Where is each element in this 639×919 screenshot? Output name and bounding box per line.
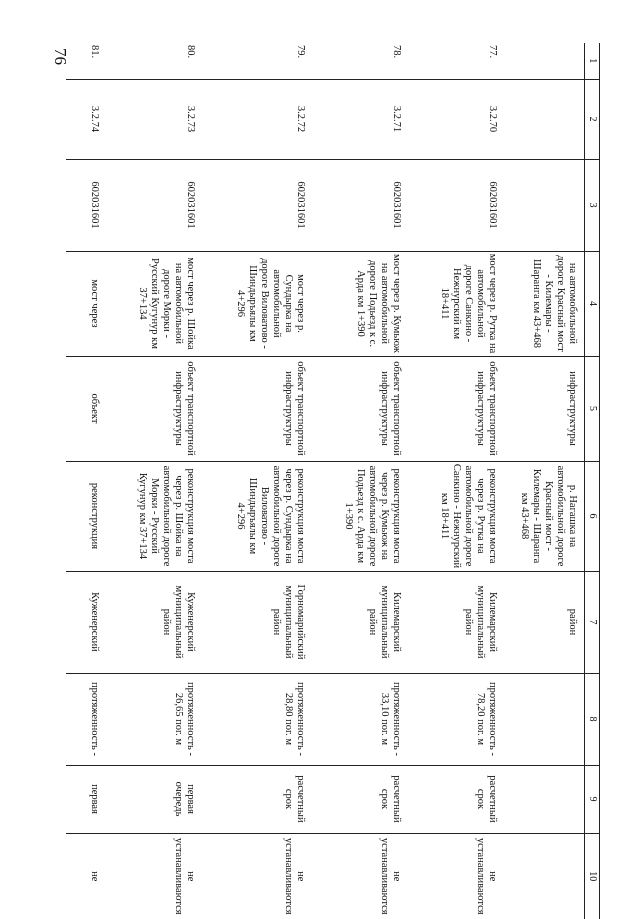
measure-cell: реконструкция моста через р. Сундырка на автомобильной дороге Виловатово - Шиндыръялы км 4+296	[203, 461, 313, 571]
header-cell: 8	[585, 673, 600, 765]
section-code-cell: 3.2.71	[313, 79, 409, 159]
table-row	[67, 43, 107, 919]
term-cell: расчетный срок	[203, 765, 313, 833]
section-code-cell: 3.2.74	[67, 79, 107, 159]
header-cell: 7	[585, 571, 600, 673]
row-number-cell: 81.	[89, 45, 101, 59]
object-type-cell: инфраструктуры	[505, 356, 585, 461]
term-cell: первая	[67, 765, 107, 833]
term-cell: первая очередь	[107, 765, 203, 833]
zones-cell: не устанавливаются	[409, 833, 505, 919]
table-row	[107, 43, 203, 919]
characteristics-cell	[505, 673, 585, 765]
row-number-cell: 78.	[391, 45, 403, 59]
measure-cell: р. Нагашка на автомобильной дороге Красный мост - Килемары - Шаранга км 43+468	[505, 461, 585, 571]
oktmo-code-cell: 602031601	[107, 159, 203, 251]
zones-cell	[505, 833, 585, 919]
table-row	[409, 43, 505, 919]
location-cell: Килемарский муниципальный район	[409, 571, 505, 673]
header-cell: 9	[585, 765, 600, 833]
section-code-cell: 3.2.72	[203, 79, 313, 159]
header-cell: 10	[585, 833, 600, 919]
object-name-cell: мост через р. Сундырка на автомобильной дороге Виловатово - Шиндыръялы км 4+296	[203, 251, 313, 356]
zones-cell: не устанавливаются	[107, 833, 203, 919]
oktmo-code-cell: 602031601	[313, 159, 409, 251]
measure-cell: реконструкция моста через р. Рутка на автомобильной дороге Санкино - Нежнурский км 18+411	[409, 461, 505, 571]
measure-cell: реконструкция моста через р. Шойка на автомобильной дороге Морки - Русский Кугунур км 37+134	[107, 461, 203, 571]
header-cell: 2	[585, 79, 600, 159]
header-cell: 1	[585, 43, 600, 79]
page-number: 76	[51, 48, 70, 65]
characteristics-cell: протяженность - 33,10 пог. м	[313, 673, 409, 765]
term-cell: расчетный срок	[313, 765, 409, 833]
oktmo-code-cell: 602031601	[203, 159, 313, 251]
location-cell: Килемарский муниципальный район	[313, 571, 409, 673]
term-cell	[505, 765, 585, 833]
object-type-cell: объект транспортной инфраструктуры	[409, 356, 505, 461]
oktmo-code-cell	[505, 159, 585, 251]
zones-cell: не	[67, 833, 107, 919]
object-type-cell: объект транспортной инфраструктуры	[203, 356, 313, 461]
location-cell: район	[505, 571, 585, 673]
header-cell: 6	[585, 461, 600, 571]
characteristics-cell: протяженность - 28,80 пог. м	[203, 673, 313, 765]
location-cell: Горномарийский муниципальный район	[203, 571, 313, 673]
location-cell: Куженерский муниципальный район	[107, 571, 203, 673]
object-type-cell: объект транспортной инфраструктуры	[107, 356, 203, 461]
object-name-cell: мост через р. Рутка на автомобильной дороге Санкино - Нежнурский км 18+411	[409, 251, 505, 356]
object-name-cell: мост через р. Шойка на автомобильной дороге Морки - Русский Кугунур км 37+134	[107, 251, 203, 356]
section-code-cell: 3.2.73	[107, 79, 203, 159]
section-code-cell	[505, 79, 585, 159]
measure-cell: реконструкция моста через р. Кумьюж на автомобильной дороге Подьезд к с. Арда км 1+390	[313, 461, 409, 571]
characteristics-cell: протяженность -	[67, 673, 107, 765]
table-row	[505, 43, 585, 919]
object-name-cell: на автомобильной дороге Красный мост - Килемары - Шаранга км 43+468	[505, 251, 585, 356]
oktmo-code-cell: 602031601	[409, 159, 505, 251]
table-row	[313, 43, 409, 919]
characteristics-cell: протяженность - 26,65 пог. м	[107, 673, 203, 765]
zones-cell: не устанавливаются	[313, 833, 409, 919]
row-number-cell: 77.	[487, 45, 499, 59]
rotated-table-container	[89, 43, 600, 915]
row-number-cell: 79.	[295, 45, 307, 59]
object-name-cell: мост через р. Кумьюж на автомобильной дороге Подьезд к с. Арда км 1+390	[313, 251, 409, 356]
object-name-cell: мост через	[67, 251, 107, 356]
characteristics-cell: протяженность - 78,20 пог. м	[409, 673, 505, 765]
row-number-cell	[505, 43, 585, 79]
term-cell: расчетный срок	[409, 765, 505, 833]
section-code-cell: 3.2.70	[409, 79, 505, 159]
header-cell: 3	[585, 159, 600, 251]
header-cell: 4	[585, 251, 600, 356]
table-body	[67, 43, 600, 919]
object-type-cell: объект транспортной инфраструктуры	[313, 356, 409, 461]
object-type-cell: объект	[67, 356, 107, 461]
zones-cell: не устанавливаются	[203, 833, 313, 919]
location-cell: Куженерский	[67, 571, 107, 673]
document-table	[67, 43, 601, 919]
measure-cell: реконструкция	[67, 461, 107, 571]
row-number-cell: 80.	[185, 45, 197, 59]
table-row	[203, 43, 313, 919]
header-row	[585, 43, 600, 919]
header-cell: 5	[585, 356, 600, 461]
oktmo-code-cell: 602031601	[67, 159, 107, 251]
